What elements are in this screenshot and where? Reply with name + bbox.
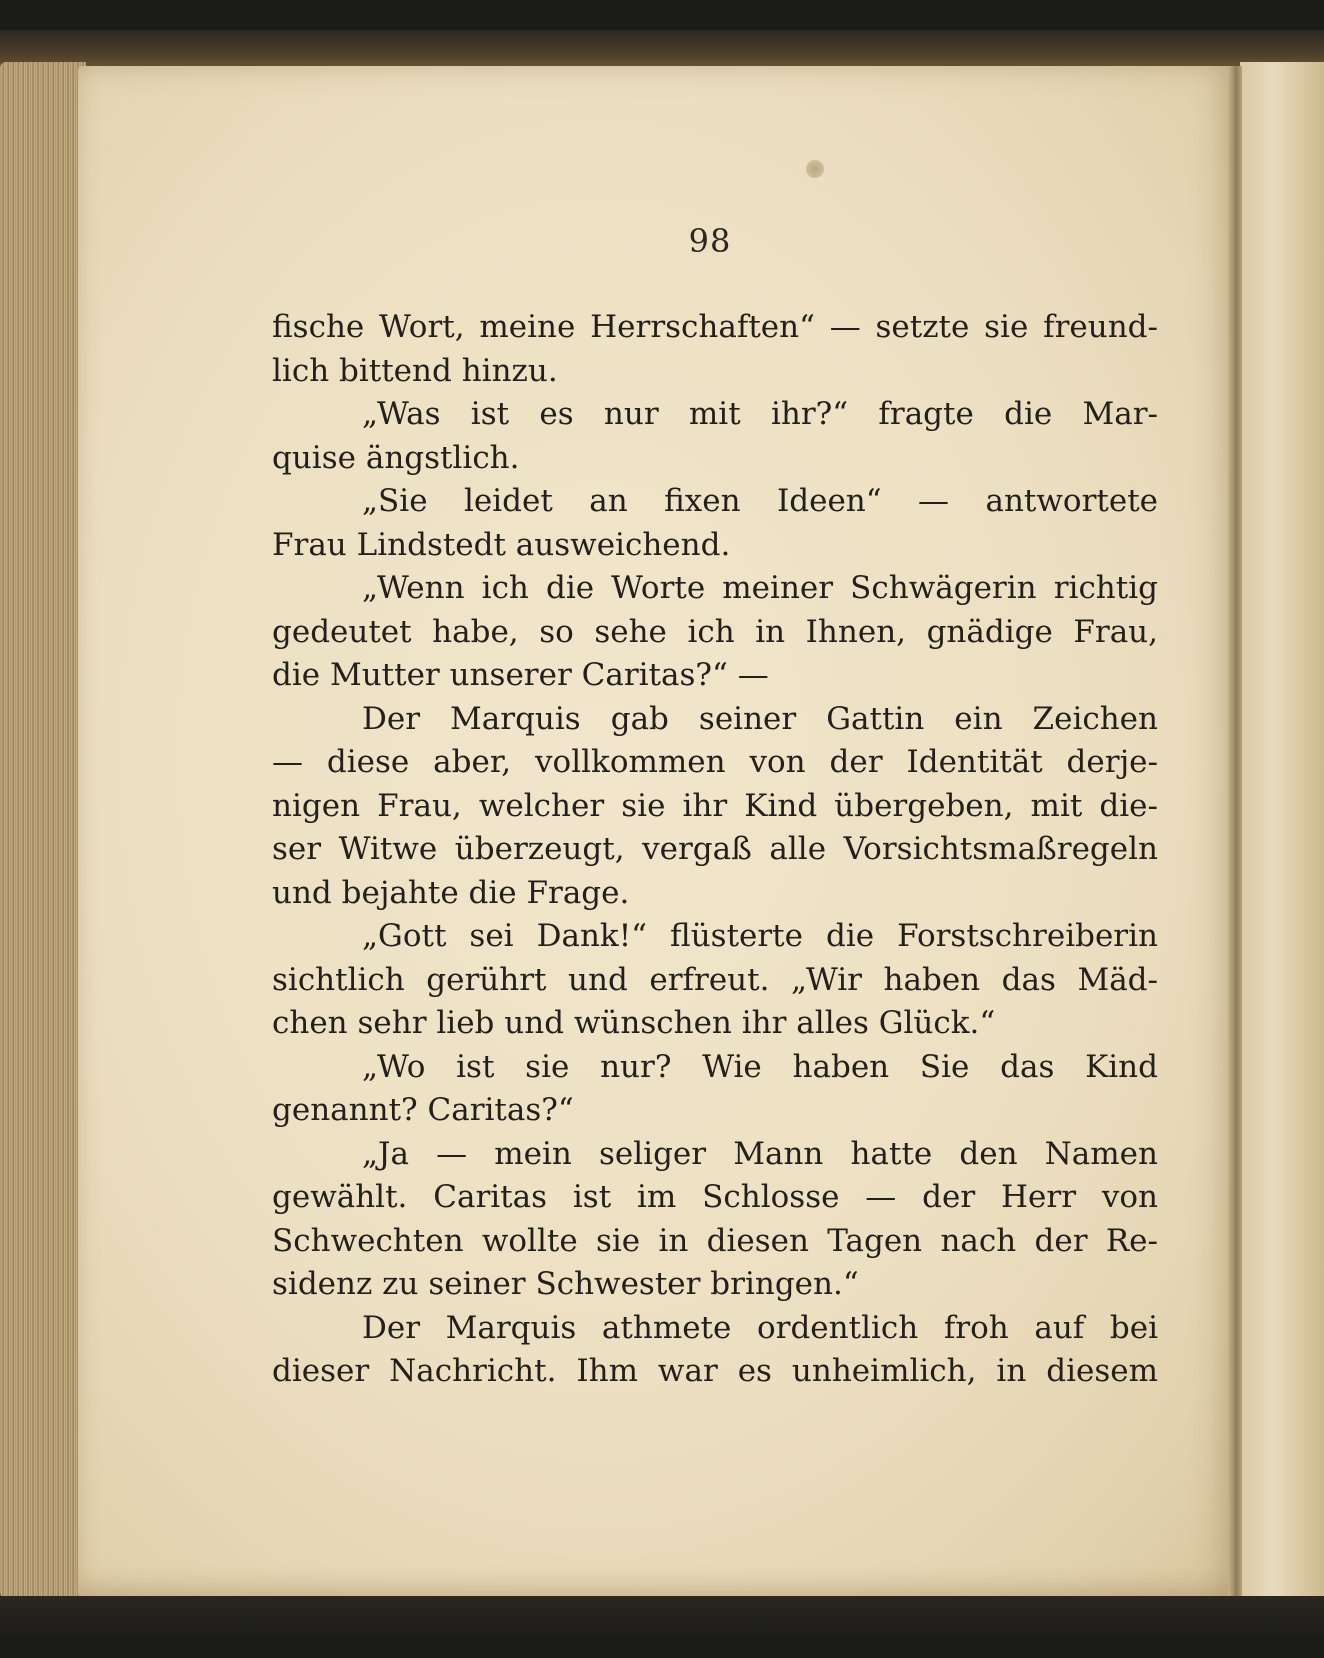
text-line: — diese aber, vollkommen von der Identität derje- (272, 744, 1158, 780)
page-number: 98 (688, 222, 732, 260)
book-cover-top-edge (0, 30, 1324, 70)
facing-page-edge (1240, 62, 1324, 1600)
text-line: dieser Nachricht. Ihm war es unheimlich, in diesem (272, 1353, 1158, 1389)
text-line: sidenz zu seiner Schwester bringen.“ (272, 1266, 859, 1302)
text-line: Schwechten wollte sie in diesen Tagen nach der Re- (272, 1222, 1158, 1259)
text-line: sichtlich gerührt und erfreut. „Wir haben das Mäd- (272, 961, 1158, 998)
text-line: „Was ist es nur mit ihr?“ fragte die Mar- (362, 396, 1158, 432)
body-text (272, 306, 1158, 1394)
text-line: Der Marquis athmete ordentlich froh auf bei (362, 1309, 1158, 1346)
text-line: ser Witwe überzeugt, vergaß alle Vorsichtsmaßregeln (272, 831, 1158, 867)
text-line: „Ja — mein seliger Mann hatte den Namen (362, 1135, 1158, 1172)
text-line: die Mutter unserer Caritas?“ — (272, 657, 769, 693)
text-line: Frau Lindstedt ausweichend. (272, 526, 731, 563)
text-line: und bejahte die Frage. (272, 874, 630, 911)
text-line: „Wenn ich die Worte meiner Schwägerin richtig (362, 570, 1158, 606)
page-edges (0, 62, 86, 1602)
text-line: fische Wort, meine Herrschaften“ — setzte sie freund- (272, 309, 1158, 345)
book-gutter (1228, 66, 1242, 1600)
text-line: lich bittend hinzu. (272, 352, 558, 389)
text-line: „Gott sei Dank!“ flüsterte die Forstschreiberin (362, 918, 1158, 954)
book-cover-bottom-edge (0, 1596, 1324, 1658)
text-line: „Wo ist sie nur? Wie haben Sie das Kind (362, 1048, 1158, 1085)
text-line: Der Marquis gab seiner Gattin ein Zeichen (362, 700, 1158, 737)
text-line: genannt? Caritas?“ (272, 1092, 574, 1128)
text-line: „Sie leidet an fixen Ideen“ — antwortete (362, 483, 1158, 519)
text-line: gedeutet habe, so sehe ich in Ihnen, gnädige Frau, (272, 613, 1158, 650)
text-line: quise ängstlich. (272, 439, 520, 476)
paper-hole (806, 160, 824, 178)
text-line: nigen Frau, welcher sie ihr Kind übergeben, mit die- (272, 787, 1158, 824)
text-line: gewählt. Caritas ist im Schlosse — der Herr von (272, 1179, 1158, 1215)
text-line: chen sehr lieb und wünschen ihr alles Glück.“ (272, 1005, 996, 1041)
